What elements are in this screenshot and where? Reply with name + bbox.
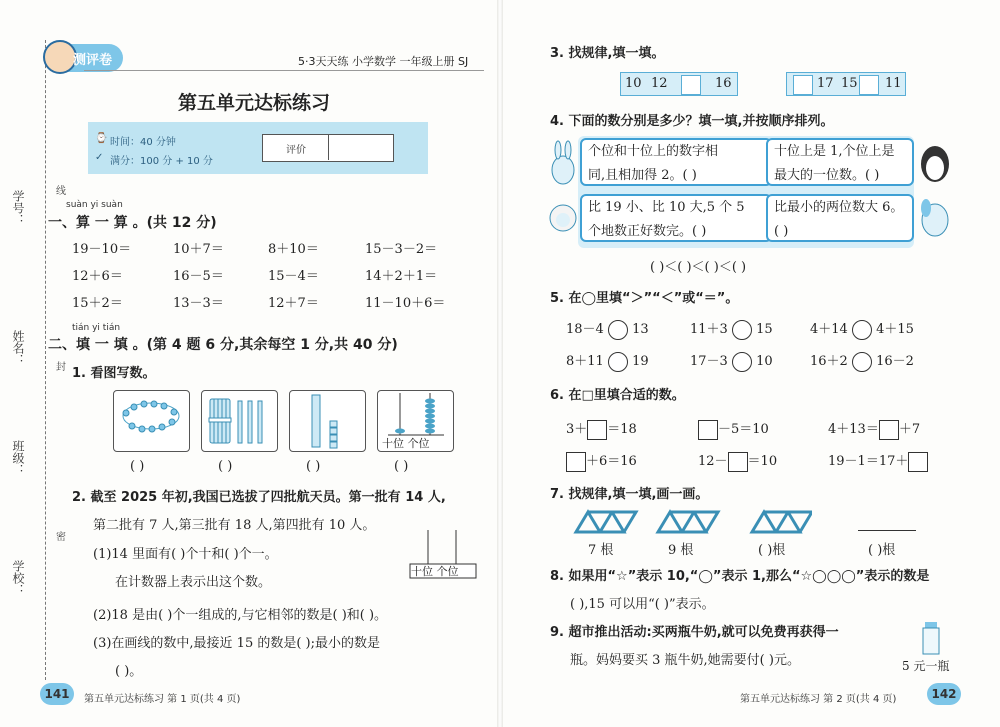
compare-left: 11＋3 <box>690 322 728 337</box>
seq-blank[interactable] <box>793 75 813 95</box>
compare-right: 4＋15 <box>876 322 914 337</box>
fill-text: －5＝10 <box>718 422 769 437</box>
q2-sub-1b: 在计数器上表示出这个数。 <box>115 575 272 590</box>
seq-num: 10 <box>625 76 642 91</box>
q3-stem: 3. 找规律,填一填。 <box>550 46 665 61</box>
sequence-1 <box>620 72 738 96</box>
cut-line <box>45 40 46 680</box>
sec2-pinyin: tián yi tián <box>72 323 121 333</box>
fill-text: 19－1＝17＋ <box>828 454 909 469</box>
seq-blank[interactable] <box>681 75 701 95</box>
answer-blank[interactable]: ( ) <box>130 459 145 474</box>
fill-text: 4＋13＝ <box>828 422 879 437</box>
answer-blank[interactable]: ( ) <box>306 459 321 474</box>
answer-blank[interactable]: ( ) <box>218 459 233 474</box>
page-footer: 第五单元达标练习 第 1 页(共 4 页) <box>84 694 241 705</box>
fill-item <box>828 418 920 440</box>
compare-circle[interactable] <box>852 320 872 340</box>
fill-text: ＋6＝16 <box>586 454 637 469</box>
section-2-title: 二、填 一 填 。(第 4 题 6 分,其余每空 1 分,共 40 分) <box>48 337 398 353</box>
page-title: 第五单元达标练习 <box>178 92 331 114</box>
clue-text: 比最小的两位数大 6。 <box>774 200 904 215</box>
fill-box[interactable] <box>728 452 748 472</box>
q2-sub-2: (2)18 是由( )个一组成的,与它相邻的数是( )和( )。 <box>93 608 388 623</box>
compare-row-2 <box>566 350 649 372</box>
name-label: 姓名： <box>11 330 25 366</box>
book-header: 5·3天天练 小学数学 一年级上册 SJ <box>298 55 469 68</box>
q7-stem: 7. 找规律,填一填,画一画。 <box>550 487 709 502</box>
calc-item: 8＋10＝ <box>268 242 319 257</box>
q7-label[interactable]: ( )根 <box>868 543 896 558</box>
draw-line[interactable] <box>858 530 916 531</box>
compare-row-1 <box>810 318 914 340</box>
compare-row-1 <box>566 318 649 340</box>
q1-stem: 1. 看图写数。 <box>72 366 156 381</box>
calc-item: 16－5＝ <box>173 269 224 284</box>
cut-mark-3: 密 <box>56 532 66 543</box>
compare-right: 10 <box>756 354 773 369</box>
fill-item <box>566 418 637 440</box>
seq-blank[interactable] <box>859 75 879 95</box>
compare-right: 16－2 <box>876 354 914 369</box>
bead-string-picture <box>113 390 190 452</box>
school-label: 学校： <box>11 560 25 596</box>
calc-item: 15－4＝ <box>268 269 319 284</box>
q9-line-2: 瓶。妈妈要买 3 瓶牛奶,她需要付( )元。 <box>570 653 800 668</box>
penguin-icon <box>918 138 952 186</box>
clue-text: 最大的一位数。( ) <box>774 168 880 183</box>
blocks-picture <box>289 390 366 452</box>
badge-label: 测评卷 <box>73 53 113 68</box>
clue-card-3 <box>580 194 772 242</box>
calc-item: 13－3＝ <box>173 296 224 311</box>
rating-label: 评价 <box>286 145 306 156</box>
q2-sub-3: (3)在画线的数中,最接近 15 的数是( );最小的数是 <box>93 636 381 651</box>
class-label: 班级： <box>11 440 25 476</box>
fill-text: ＝18 <box>607 422 637 437</box>
fill-box[interactable] <box>879 420 899 440</box>
right-page <box>500 0 1000 727</box>
answer-blank[interactable]: ( ) <box>394 459 409 474</box>
compare-circle[interactable] <box>732 320 752 340</box>
section-1-title: 一、算 一 算 。(共 12 分) <box>48 215 217 231</box>
compare-circle[interactable] <box>608 352 628 372</box>
calc-item: 19－10＝ <box>72 242 132 257</box>
counter-label: 十位 个位 <box>411 565 459 578</box>
seq-num: 12 <box>651 76 668 91</box>
full-score: 满分：100 分 + 10 分 <box>110 156 213 167</box>
compare-right: 13 <box>632 322 649 337</box>
q6-stem: 6. 在□里填合适的数。 <box>550 388 685 403</box>
calc-item: 11－10＋6＝ <box>365 296 446 311</box>
clue-text: 比 19 小、比 10 大,5 个 5 <box>588 200 745 215</box>
clue-card-2 <box>766 138 914 186</box>
compare-row-1 <box>690 318 773 340</box>
q7-label[interactable]: ( )根 <box>758 543 786 558</box>
q5-stem: 5. 在◯里填“＞”“＜”或“＝”。 <box>550 291 739 306</box>
compare-right: 19 <box>632 354 649 369</box>
calc-item: 12＋7＝ <box>268 296 319 311</box>
clue-card-4 <box>766 194 914 242</box>
sec1-pinyin: suàn yi suàn <box>66 200 123 210</box>
compare-left: 4＋14 <box>810 322 848 337</box>
compare-circle[interactable] <box>608 320 628 340</box>
compare-right: 15 <box>756 322 773 337</box>
seq-num: 11 <box>885 76 902 91</box>
page-footer: 第五单元达标练习 第 2 页(共 4 页) <box>740 694 897 705</box>
calc-item: 15－3－2＝ <box>365 242 438 257</box>
id-label: 学号： <box>11 190 25 226</box>
q9-line-1: 9. 超市推出活动:买两瓶牛奶,就可以免费再获得一 <box>550 625 839 640</box>
bead-string-icon <box>114 391 189 451</box>
check-icon: ✓ <box>95 152 104 163</box>
sequence-2 <box>786 72 906 96</box>
seq-num: 17 <box>817 76 834 91</box>
time-limit: 时间：40 分钟 <box>110 137 176 148</box>
fill-item <box>698 418 769 440</box>
page-number: 142 <box>927 683 961 705</box>
q8-line-1: 8. 如果用“☆”表示 10,“◯”表示 1,那么“☆◯◯◯”表示的数是 <box>550 569 930 584</box>
compare-left: 18－4 <box>566 322 604 337</box>
fill-box[interactable] <box>698 420 718 440</box>
clue-card-1 <box>580 138 772 186</box>
sticks-bundle-icon <box>202 391 277 451</box>
calc-item: 10＋7＝ <box>173 242 224 257</box>
fill-text: 3＋ <box>566 422 588 437</box>
q4-stem: 4. 下面的数分别是多少？填一填,并按顺序排列。 <box>550 114 834 129</box>
compare-circle[interactable] <box>852 352 872 372</box>
clue-text: ( ) <box>774 224 789 239</box>
cube-blocks-icon <box>290 391 365 451</box>
fill-text: ＝10 <box>747 454 778 469</box>
compare-left: 16＋2 <box>810 354 848 369</box>
milk-bottle-icon <box>918 620 944 656</box>
fill-item <box>828 450 928 472</box>
compare-row-2 <box>690 350 773 372</box>
book-spine <box>497 0 503 727</box>
sheep-icon <box>548 196 578 244</box>
boy-avatar-icon <box>43 40 77 74</box>
calc-item: 14＋2＋1＝ <box>365 269 438 284</box>
order-blanks[interactable]: ( )＜( )＜( )＜( ) <box>650 260 747 275</box>
clue-text: 个地数正好数完。( ) <box>588 224 707 239</box>
fill-text: ＋7 <box>898 422 921 437</box>
fill-box[interactable] <box>566 452 586 472</box>
sticks-picture <box>201 390 278 452</box>
clue-text: 十位上是 1,个位上是 <box>774 144 895 159</box>
cut-mark-1: 线 <box>56 186 66 197</box>
fill-box[interactable] <box>908 452 928 472</box>
calc-item: 12＋6＝ <box>72 269 123 284</box>
q7-label: 7 根 <box>588 543 614 558</box>
q2-sub-3b: ( )。 <box>115 664 143 679</box>
abacus-label: 十位 个位 <box>382 437 430 450</box>
seq-num: 15 <box>841 76 858 91</box>
fill-item <box>698 450 777 472</box>
seq-num: 16 <box>715 76 732 91</box>
triangle-sticks-icon <box>572 508 812 536</box>
fill-box[interactable] <box>587 420 607 440</box>
compare-left: 8＋11 <box>566 354 604 369</box>
cut-mark-2: 封 <box>56 362 66 373</box>
header-rule <box>84 70 484 71</box>
fill-item <box>566 450 637 472</box>
dog-icon <box>918 194 952 242</box>
q2-line-2: 第二批有 7 人,第三批有 18 人,第四批有 10 人。 <box>93 518 376 533</box>
rating-divider <box>328 134 329 160</box>
page-number: 141 <box>40 683 74 705</box>
calc-item: 15＋2＝ <box>72 296 123 311</box>
milk-price: 5 元一瓶 <box>902 659 950 673</box>
q7-label: 9 根 <box>668 543 694 558</box>
clue-text: 个位和十位上的数字相 <box>588 144 719 159</box>
clue-text: 同,且相加得 2。( ) <box>588 168 697 183</box>
q2-sub-1: (1)14 里面有( )个十和( )个一。 <box>93 547 278 562</box>
fill-text: 12－ <box>698 454 728 469</box>
clock-icon: ⌚ <box>95 133 108 144</box>
compare-row-2 <box>810 350 914 372</box>
compare-left: 17－3 <box>690 354 728 369</box>
rabbit-icon <box>548 140 578 188</box>
q2-line-1: 2. 截至 2025 年初,我国已选拔了四批航天员。第一批有 14 人, <box>72 490 446 505</box>
q8-line-2: ( ),15 可以用“( )”表示。 <box>570 597 715 612</box>
compare-circle[interactable] <box>732 352 752 372</box>
